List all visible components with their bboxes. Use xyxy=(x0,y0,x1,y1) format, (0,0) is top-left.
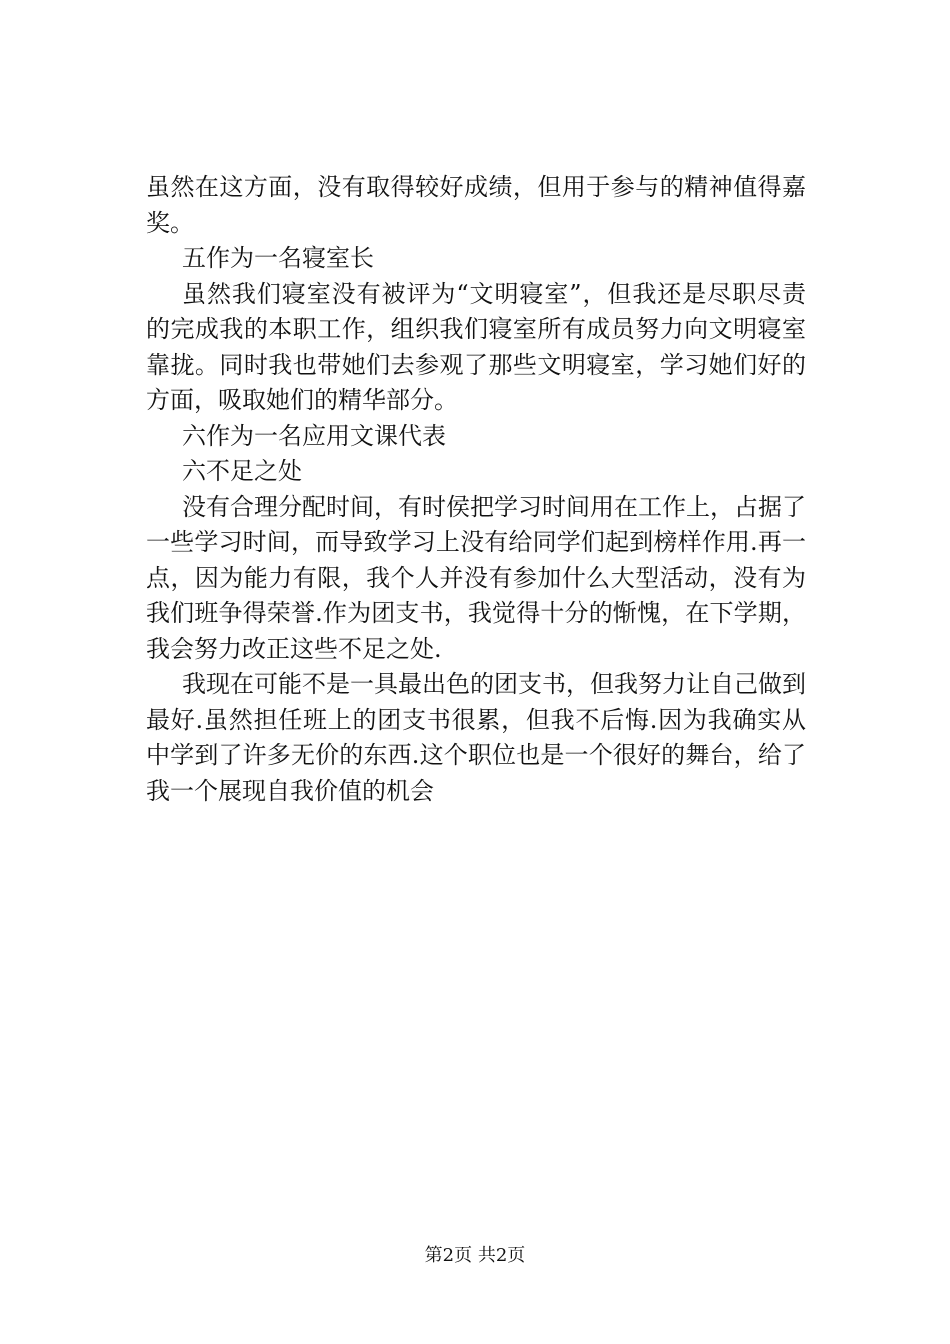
section-heading-course-rep: 六作为一名应用文课代表 xyxy=(182,421,446,450)
paragraph-shortcomings: 没有合理分配时间，有时侯把学习时间用在工作上，占据了一些学习时间，而导致学习上没有给同学们起到榜样作用.再一点，因为能力有限，我个人并没有参加什么大型活动，没有为我们班争得荣誉.作为团支书，我觉得十分的惭愧，在下学期，我会努力改正这些不足之处. xyxy=(146,492,806,663)
paragraph-continuation: 虽然在这方面，没有取得较好成绩，但用于参与的精神值得嘉奖。 xyxy=(146,173,806,237)
page-footer xyxy=(0,1241,950,1267)
section-heading-dorm-leader: 五作为一名寝室长 xyxy=(182,244,374,272)
section-heading-shortcomings: 六不足之处 xyxy=(182,457,302,485)
paragraph-conclusion: 我现在可能不是一具最出色的团支书，但我努力让自己做到最好.虽然担任班上的团支书很累，但我不后悔.因为我确实从中学到了许多无价的东西.这个职位也是一个很好的舞台，给了我一个展现自我价值的机会 xyxy=(146,670,806,805)
page-number: 第2页 共2页 xyxy=(424,1245,526,1266)
paragraph-dorm-leader: 虽然我们寝室没有被评为“文明寝室”，但我还是尽职尽责的完成我的本职工作，组织我们寝室所有成员努力向文明寝室靠拢。同时我也带她们去参观了那些文明寝室，学习她们好的方面，吸取她们的精华部分。 xyxy=(146,279,806,414)
document-body xyxy=(146,170,806,809)
